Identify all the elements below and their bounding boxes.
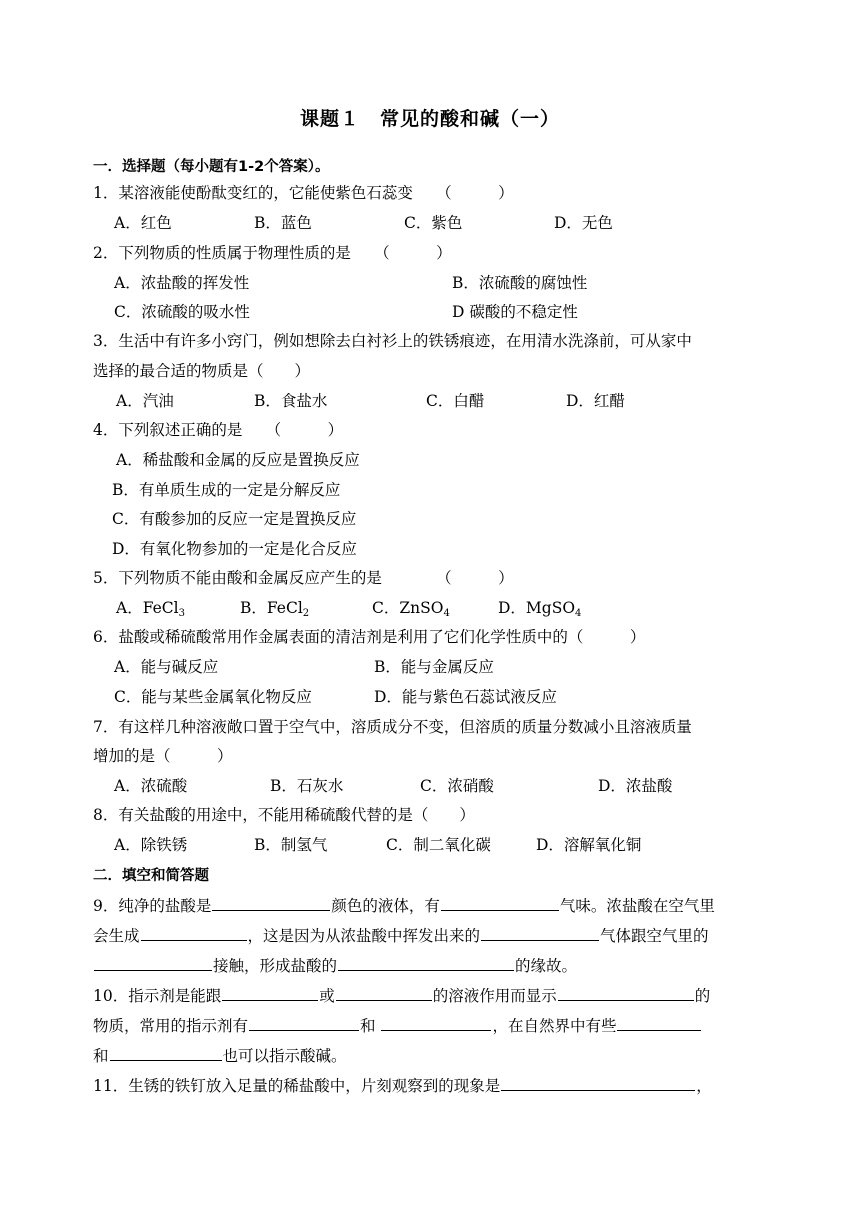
q4-option-a: A．稀盐酸和金属的反应是置换反应 xyxy=(116,451,360,469)
q10-text-9: 也可以指示酸碱。 xyxy=(222,1047,347,1065)
q10-text-3: 的溶液作用而显示 xyxy=(432,987,557,1005)
q6-option-b: B．能与金属反应 xyxy=(374,658,494,676)
q10-text-8: 和 xyxy=(93,1047,109,1065)
q8-option-d: D．溶解氧化铜 xyxy=(536,836,642,854)
q9-blank-forms[interactable] xyxy=(141,924,247,941)
q8-option-c: C．制二氧化碳 xyxy=(386,836,491,854)
q5-option-d-text: D．MgSO xyxy=(498,599,576,617)
q5-option-b-sub: 2 xyxy=(302,608,310,619)
q9-text-1: 9．纯净的盐酸是 xyxy=(93,897,212,915)
q3-option-c: C．白醋 xyxy=(426,392,485,410)
q9-text-3: 气味。浓盐酸在空气里 xyxy=(559,897,715,915)
q4-option-c: C．有酸参加的反应一定是置换反应 xyxy=(112,510,357,528)
q5-option-b-text: B．FeCl xyxy=(240,599,303,617)
q1-option-d: D．无色 xyxy=(554,214,613,232)
q10-blank-5[interactable] xyxy=(381,1014,491,1031)
q10-text-2: 或 xyxy=(319,987,335,1005)
q8-option-a: A．除铁锈 xyxy=(114,836,188,854)
q9-blank-contact[interactable] xyxy=(94,954,212,971)
q9-blank-smell[interactable] xyxy=(441,894,559,911)
question-10-line-3 xyxy=(93,1044,347,1067)
q2-option-c: C．浓硫酸的吸水性 xyxy=(114,303,250,321)
question-11-line-1 xyxy=(93,1074,712,1097)
q1-option-a: A．红色 xyxy=(114,214,172,232)
q9-text-7: 接触，形成盐酸的 xyxy=(213,957,338,975)
q7-option-a: A．浓硫酸 xyxy=(114,777,188,795)
q10-blank-6[interactable] xyxy=(617,1014,701,1031)
q9-text-5: ，这是因为从浓盐酸中挥发出来的 xyxy=(247,927,481,945)
q2-option-d: D 碳酸的不稳定性 xyxy=(452,303,578,321)
q3-option-b: B．食盐水 xyxy=(254,392,328,410)
question-2-stem: 2．下列物质的性质属于物理性质的是 （ ） xyxy=(93,244,452,262)
section-choice-heading: 一．选择题（每小题有1-2个答案）。 xyxy=(93,159,330,175)
q1-option-b: B．蓝色 xyxy=(254,214,312,232)
question-1-stem: 1．某溶液能使酚酞变红的，它能使紫色石蕊变 （ ） xyxy=(93,184,514,202)
q5-option-c-text: C．ZnSO xyxy=(372,599,444,617)
q9-blank-gas[interactable] xyxy=(481,924,599,941)
question-3-stem: 3．生活中有许多小窍门，例如想除去白衬衫上的铁锈痕迹，在用清水洗涤前，可从家中 xyxy=(93,332,692,350)
q9-text-8: 的缘故。 xyxy=(515,957,578,975)
q3-option-a: A．汽油 xyxy=(116,392,174,410)
q11-blank-observation[interactable] xyxy=(501,1074,695,1091)
question-7-stem: 7．有这样几种溶液敞口置于空气中，溶质成分不变，但溶质的质量分数减小且溶液质量 xyxy=(93,718,692,736)
q10-text-7: ，在自然界中有些 xyxy=(492,1017,617,1035)
q7-option-d: D．浓盐酸 xyxy=(598,777,673,795)
question-3-stem-cont: 选择的最合适的物质是（ ） xyxy=(93,362,311,380)
q8-option-b: B．制氢气 xyxy=(254,836,328,854)
q10-text-1: 10．指示剂是能跟 xyxy=(93,987,222,1005)
q10-blank-4[interactable] xyxy=(249,1014,359,1031)
q5-option-c xyxy=(372,597,450,619)
q4-option-b: B．有单质生成的一定是分解反应 xyxy=(112,481,341,499)
question-9-line-2 xyxy=(93,924,709,947)
q6-option-c: C．能与某些金属氧化物反应 xyxy=(114,688,312,706)
q2-option-a: A．浓盐酸的挥发性 xyxy=(114,274,250,292)
question-9-line-1 xyxy=(93,894,715,917)
q10-blank-1[interactable] xyxy=(222,984,318,1001)
question-6-stem: 6．盐酸或稀硫酸常用作金属表面的清洁剂是利用了它们化学性质中的（ ） xyxy=(93,628,646,646)
q9-blank-color[interactable] xyxy=(212,894,330,911)
question-10-line-2 xyxy=(93,1014,702,1037)
question-4-stem: 4．下列叙述正确的是 （ ） xyxy=(93,421,344,439)
q1-option-c: C．紫色 xyxy=(404,214,463,232)
question-10-line-1 xyxy=(93,984,710,1007)
question-8-stem: 8．有关盐酸的用途中，不能用稀硫酸代替的是（ ） xyxy=(93,806,475,824)
page-title: 课题１ 常见的酸和碱（一） xyxy=(299,108,560,130)
q6-option-d: D．能与紫色石蕊试液反应 xyxy=(374,688,557,706)
q5-option-c-sub: 4 xyxy=(443,608,450,619)
q4-option-d: D．有氧化物参加的一定是化合反应 xyxy=(112,540,357,558)
q9-text-2: 颜色的液体，有 xyxy=(331,897,440,915)
q9-blank-form-of[interactable] xyxy=(338,954,514,971)
q9-text-4: 会生成 xyxy=(93,927,140,945)
q5-option-a-text: A．FeCl xyxy=(116,599,179,617)
q10-text-5: 物质，常用的指示剂有 xyxy=(93,1017,249,1035)
q5-option-d xyxy=(498,597,581,619)
q5-option-b xyxy=(240,597,309,619)
question-7-stem-cont: 增加的是（ ） xyxy=(93,747,233,765)
q9-text-6: 气体跟空气里的 xyxy=(600,927,709,945)
q10-text-6: 和 xyxy=(360,1017,376,1035)
q2-option-b: B．浓硫酸的腐蚀性 xyxy=(452,274,588,292)
question-9-line-3 xyxy=(93,954,577,977)
q7-option-c: C．浓硝酸 xyxy=(420,777,494,795)
q7-option-b: B．石灰水 xyxy=(270,777,344,795)
q11-text-1: 11．生锈的铁钉放入足量的稀盐酸中，片刻观察到的现象是 xyxy=(93,1077,501,1095)
q5-option-a-sub: 3 xyxy=(178,608,185,619)
q6-option-a: A．能与碱反应 xyxy=(114,658,219,676)
q10-blank-7[interactable] xyxy=(110,1044,222,1061)
q3-option-d: D．红醋 xyxy=(566,392,625,410)
q5-option-d-sub: 4 xyxy=(575,608,582,619)
q5-option-a xyxy=(116,597,185,619)
q10-text-4: 的 xyxy=(694,987,711,1005)
q11-text-2: ， xyxy=(696,1077,712,1095)
question-5-stem: 5．下列物质不能由酸和金属反应产生的是 （ ） xyxy=(93,569,514,587)
q10-blank-2[interactable] xyxy=(336,984,432,1001)
section-fill-heading: 二．填空和简答题 xyxy=(93,868,209,884)
q10-blank-3[interactable] xyxy=(558,984,694,1001)
